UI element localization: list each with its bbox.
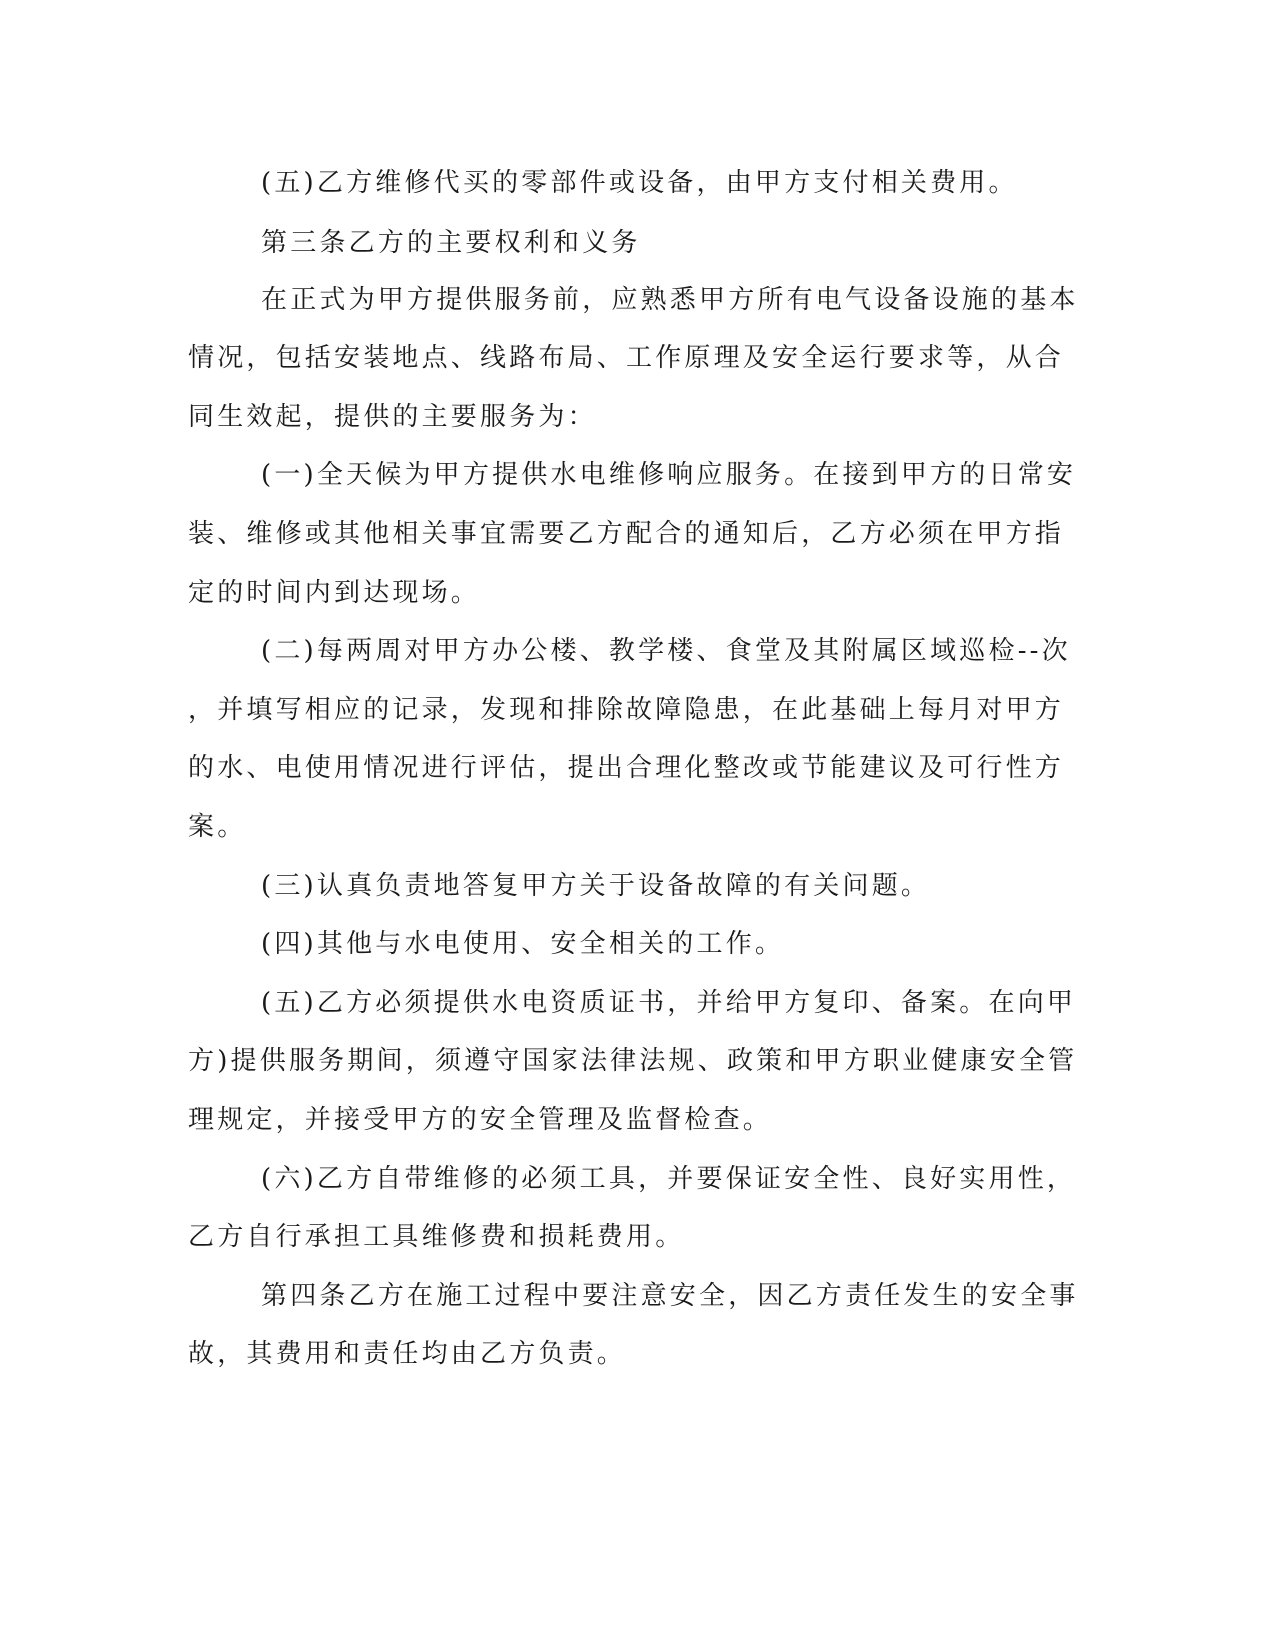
- section-heading: 第三条乙方的主要权利和义务: [261, 228, 641, 258]
- paragraph-line: 同生效起，提供的主要服务为：: [188, 402, 597, 432]
- paragraph-line: (五)乙方维修代买的零部件或设备，由甲方支付相关费用。: [261, 168, 1018, 198]
- paragraph-line: (四)其他与水电使用、安全相关的工作。: [261, 929, 785, 959]
- paragraph-line: 情况，包括安装地点、线路布局、工作原理及安全运行要求等，从合: [188, 343, 1065, 373]
- paragraph-line: ，并填写相应的记录，发现和排除故障隐患，在此基础上每月对甲方: [188, 695, 1065, 725]
- paragraph-line: (六)乙方自带维修的必须工具，并要保证安全性、良好实用性，: [261, 1164, 1077, 1194]
- paragraph-line: 案。: [188, 812, 247, 842]
- paragraph-line: (三)认真负责地答复甲方关于设备故障的有关问题。: [261, 871, 931, 901]
- paragraph-line: 定的时间内到达现场。: [188, 578, 481, 608]
- paragraph-line: 乙方自行承担工具维修费和损耗费用。: [188, 1222, 685, 1252]
- paragraph-line: (一)全天候为甲方提供水电维修响应服务。在接到甲方的日常安: [261, 460, 1077, 490]
- paragraph-line: 的水、电使用情况进行评估，提出合理化整改或节能建议及可行性方: [188, 753, 1065, 783]
- paragraph-line: 装、维修或其他相关事宜需要乙方配合的通知后，乙方必须在甲方指: [188, 519, 1065, 549]
- paragraph-line: 方)提供服务期间，须遵守国家法律法规、政策和甲方职业健康安全管: [188, 1046, 1078, 1076]
- paragraph-line: 第四条乙方在施工过程中要注意安全，因乙方责任发生的安全事: [261, 1281, 1079, 1311]
- paragraph-line: 理规定，并接受甲方的安全管理及监督检查。: [188, 1105, 773, 1135]
- paragraph-line: 故，其费用和责任均由乙方负责。: [188, 1339, 627, 1369]
- paragraph-line: (五)乙方必须提供水电资质证书，并给甲方复印、备案。在向甲: [261, 988, 1077, 1018]
- paragraph-line: 在正式为甲方提供服务前，应熟悉甲方所有电气设备设施的基本: [261, 285, 1079, 315]
- paragraph-line: (二)每两周对甲方办公楼、教学楼、食堂及其附属区域巡检--次: [261, 636, 1071, 666]
